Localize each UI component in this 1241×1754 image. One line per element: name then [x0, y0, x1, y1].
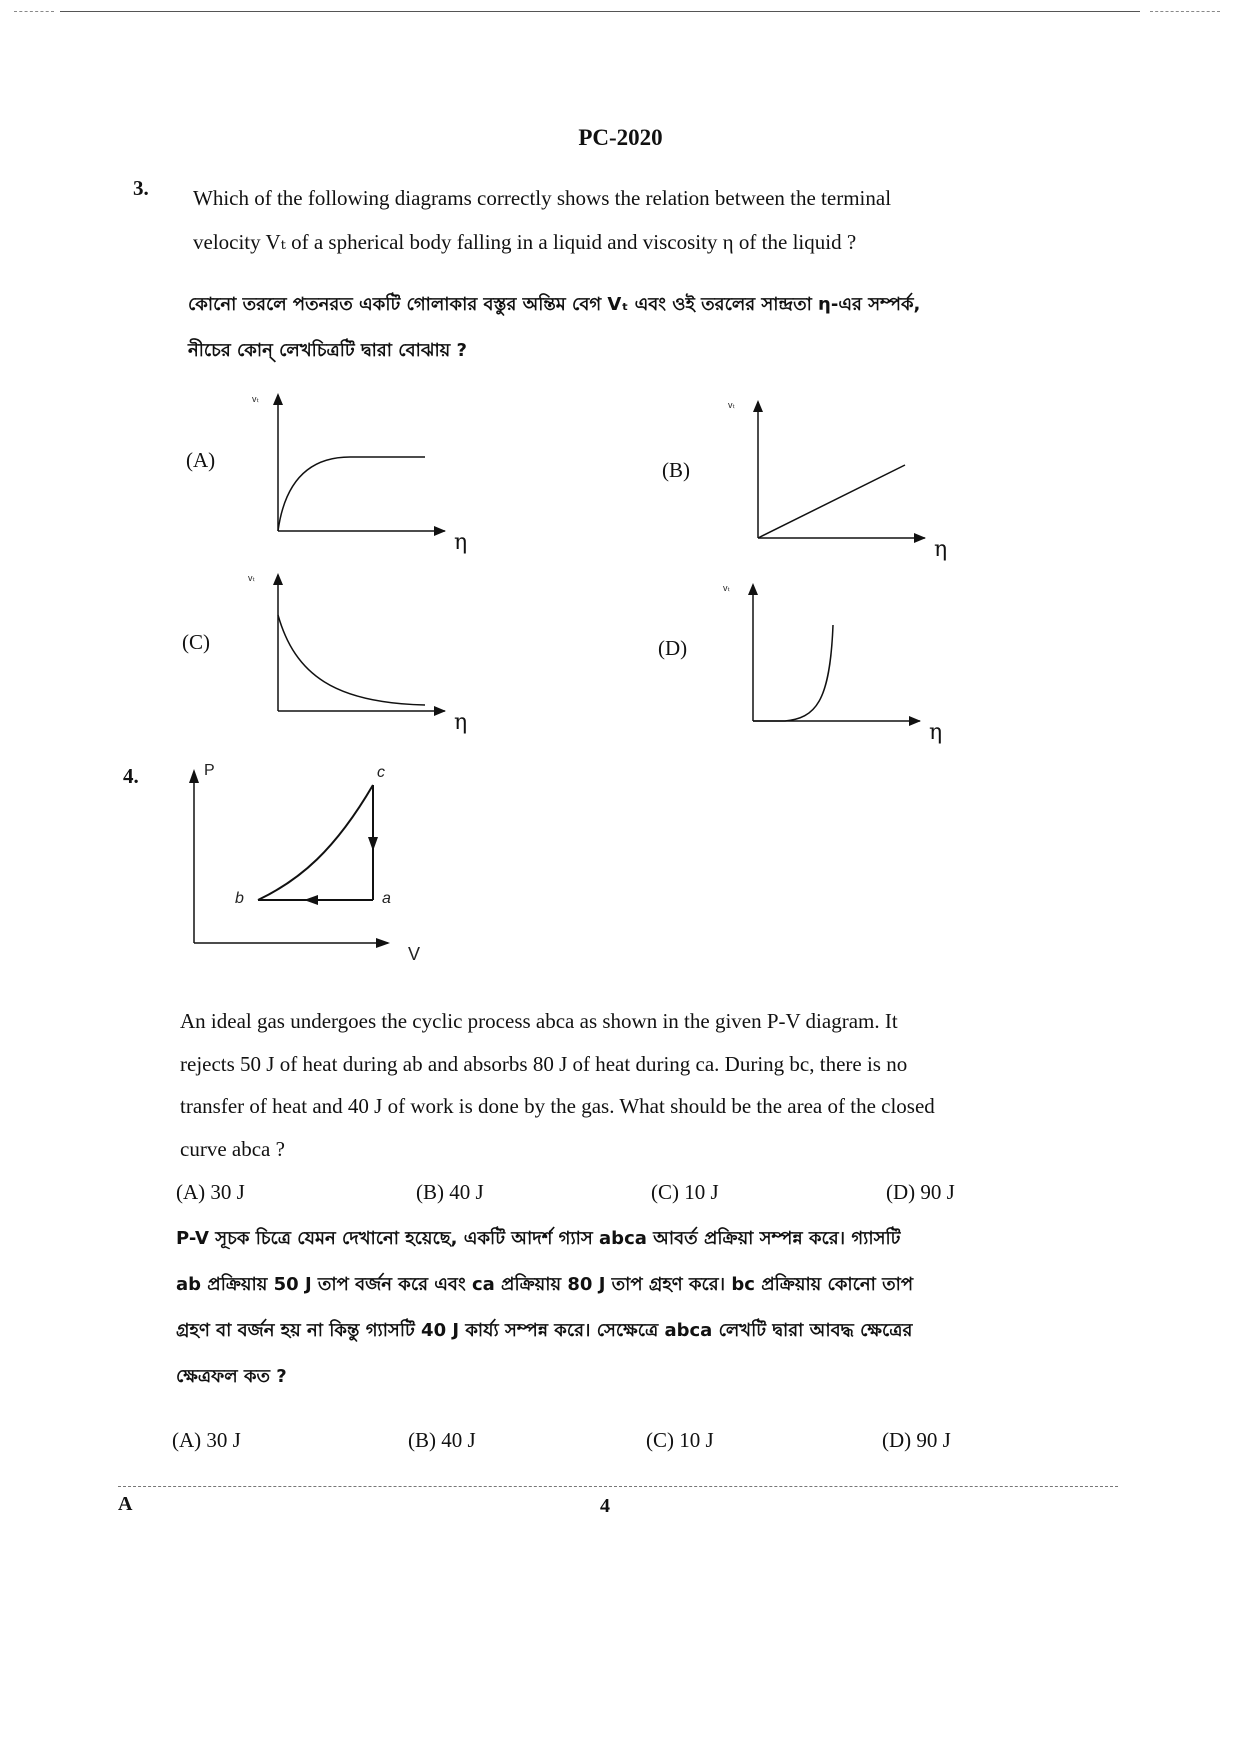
pv-y-arrow [189, 769, 199, 783]
q4-bengali-line2: ab প্রক্রিয়ায় 50 J তাপ বর্জন করে এবং ca প্রক্রিয়ায় 80 J তাপ গ্রহণ করে। bc প্রক্রিয়ায় কোনো তাপ [176, 1274, 914, 1295]
graph-d-curve [753, 625, 833, 721]
q4-bn-option-a[interactable]: (A) 30 J [172, 1428, 241, 1452]
q4-english-line2: rejects 50 J of heat during ab and absorbs 80 J of heat during ca. During bc, there is no [180, 1052, 908, 1076]
graph-b-label: (B) [662, 458, 690, 482]
graph-a-y-arrow [273, 393, 283, 405]
graph-b-x-label: η [934, 537, 948, 562]
q3-english-line2: velocity Vₜ of a spherical body falling in a liquid and viscosity η of the liquid ? [193, 230, 857, 254]
footer-rule [118, 1486, 1118, 1487]
graph-b-y-label: vₜ [728, 400, 736, 410]
q4-bengali-line3: গ্রহণ বা বর্জন হয় না কিন্তু গ্যাসটি 40 J কার্য্য সম্পন্ন করে। সেক্ষেত্রে abca লেখটি দ্বারা আবদ্ধ ক্ষেত্রের [176, 1320, 913, 1341]
graph-b-curve [758, 465, 905, 538]
graph-c-x-label: η [454, 710, 468, 735]
q4-bn-option-d[interactable]: (D) 90 J [882, 1428, 951, 1452]
q3-english-line1: Which of the following diagrams correctly shows the relation between the terminal [193, 186, 892, 210]
graph-d-label: (D) [658, 636, 688, 660]
graph-c-label: (C) [182, 630, 210, 654]
graph-a-label: (A) [186, 448, 216, 472]
graph-a [240, 385, 480, 555]
graph-a-curve [278, 457, 425, 531]
footer-set-label: A [118, 1493, 133, 1515]
paper-code: PC-2020 [578, 125, 663, 150]
question-4-number: 4. [123, 764, 139, 788]
graph-d-x-arrow [909, 716, 921, 726]
graph-c-y-label: vₜ [248, 573, 256, 583]
q4-bengali-line1: P-V সূচক চিত্রে যেমন দেখানো হয়েছে, একটি আদর্শ গ্যাস abca আবর্ত প্রক্রিয়া সম্পন্ন করে। গ্যাসটি [176, 1228, 901, 1249]
q4-bn-option-b[interactable]: (B) 40 J [408, 1428, 476, 1452]
pv-diagram [180, 755, 440, 975]
graph-a-x-label: η [454, 530, 468, 555]
q4-english-line1: An ideal gas undergoes the cyclic process abca as shown in the given P-V diagram. It [180, 1009, 898, 1033]
graph-a-y-label: vₜ [252, 394, 260, 404]
q4-en-option-d[interactable]: (D) 90 J [886, 1180, 955, 1204]
graph-d-y-arrow [748, 583, 758, 595]
pv-x-label: V [408, 944, 421, 964]
pv-point-a: a [382, 890, 391, 907]
q4-bn-option-c[interactable]: (C) 10 J [646, 1428, 714, 1452]
q4-en-option-b[interactable]: (B) 40 J [416, 1180, 484, 1204]
pv-x-arrow [376, 938, 390, 948]
graph-c-y-arrow [273, 573, 283, 585]
question-3-number: 3. [133, 176, 149, 200]
graph-b-y-arrow [753, 400, 763, 412]
pv-point-b: b [235, 890, 244, 907]
q4-en-option-a[interactable]: (A) 30 J [176, 1180, 245, 1204]
graph-d [715, 575, 955, 745]
q3-bengali-line1: কোনো তরলে পতনরত একটি গোলাকার বস্তুর অন্তিম বেগ Vₜ এবং ওই তরলের সান্দ্রতা η-এর সম্পর্ক, [188, 294, 921, 315]
top-rule [60, 11, 1140, 12]
top-rule-right [1150, 11, 1220, 12]
graph-c-curve [278, 615, 425, 705]
graph-b-x-arrow [914, 533, 926, 543]
graph-b [720, 392, 960, 562]
q4-english-line3: transfer of heat and 40 J of work is done by the gas. What should be the area of the closed [180, 1094, 935, 1118]
q4-english-line4: curve abca ? [180, 1137, 285, 1161]
pv-y-label: P [204, 762, 215, 779]
graph-a-x-arrow [434, 526, 446, 536]
q3-bengali-line2: নীচের কোন্ লেখচিত্রটি দ্বারা বোঝায় ? [188, 340, 467, 361]
graph-d-y-label: vₜ [723, 583, 731, 593]
graph-d-x-label: η [929, 720, 943, 745]
pv-point-c: c [377, 764, 385, 781]
graph-c [240, 565, 480, 735]
graph-c-x-arrow [434, 706, 446, 716]
pv-curve-bc [258, 785, 373, 900]
pv-arrow-ab [304, 895, 318, 905]
q4-bengali-line4: ক্ষেত্রফল কত ? [176, 1366, 287, 1387]
top-rule-left [14, 11, 54, 12]
page-number: 4 [600, 1495, 610, 1517]
pv-arrow-ca [368, 837, 378, 851]
q4-en-option-c[interactable]: (C) 10 J [651, 1180, 719, 1204]
